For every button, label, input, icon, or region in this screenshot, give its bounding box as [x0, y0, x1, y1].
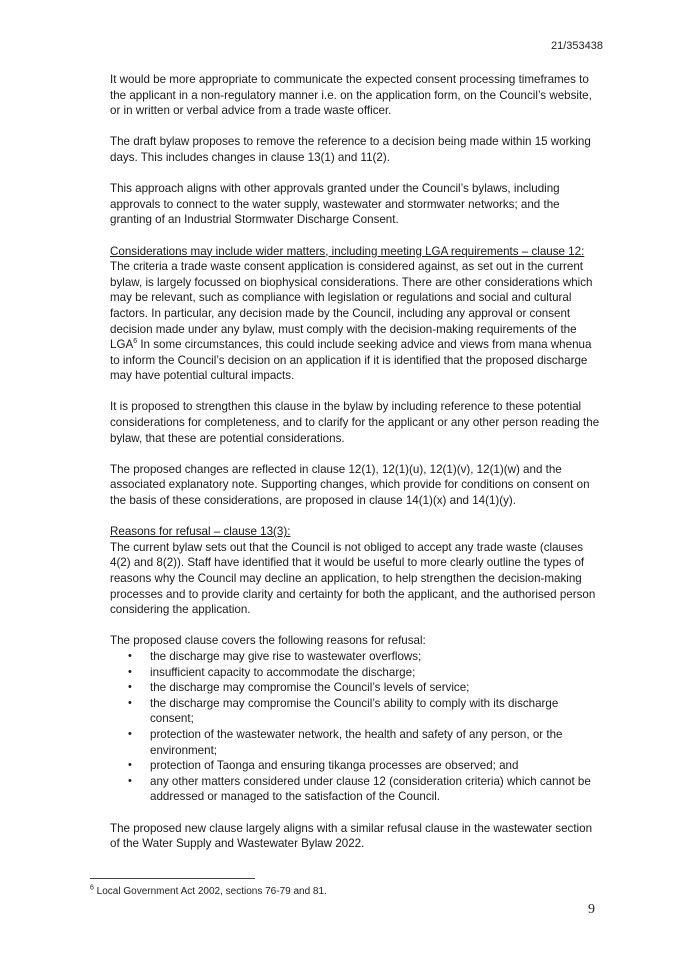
section-body: The criteria a trade waste consent application is considered against, as set out in the current bylaw, is largely focussed on biophysical considerations. There are other considerations which may be relevant, such as compliance with legislation or regulations and social and cultural factors. In particular, any decision made by the Council, including any approval or consent decision made under any bylaw, must comply with the decision-making requirements of the LGA: [110, 260, 593, 352]
paragraph: The proposed changes are reflected in clause 12(1), 12(1)(u), 12(1)(v), 12(1)(w) and the associated explanatory note. Supporting changes, which provide for conditions on consent on the basis of these considerations, are proposed in clause 14(1)(x) and 14(1)(y).: [110, 462, 590, 508]
bullet-icon: •: [128, 696, 132, 709]
list-item: • any other matters considered under clause 12 (consideration criteria) which cannot be addressed or managed to the satisfaction of the Council.: [128, 774, 591, 804]
footnote: [90, 886, 327, 897]
section-body: In some circumstances, this could include seeking advice and views from mana whenua to inform the Council’s decision on an application if it is identified that the proposed discharge may have potential cultural impacts.: [110, 338, 592, 383]
bullet-icon: •: [128, 774, 132, 787]
document-body: [110, 72, 600, 867]
list-item: • insufficient capacity to accommodate the discharge;: [128, 665, 416, 679]
list-item: • the discharge may give rise to wastewater overflows;: [128, 649, 422, 663]
paragraph: The proposed clause covers the following reasons for refusal:: [110, 634, 426, 648]
section-reasons-for-refusal: [110, 524, 600, 618]
paragraph: The proposed new clause largely aligns with a similar refusal clause in the wastewater section of the Water Supply and Wastewater Bylaw 2022.: [110, 821, 593, 851]
section-considerations: [110, 244, 600, 384]
bullet-icon: •: [128, 727, 132, 740]
footnote-text: Local Government Act 2002, sections 76-79 and 81.: [93, 886, 327, 897]
footnote-divider: [90, 878, 255, 879]
list-item: • the discharge may compromise the Council’s ability to comply with its discharge consent;: [128, 696, 559, 726]
list-item: • protection of Taonga and ensuring tikanga processes are observed; and: [128, 759, 519, 773]
list-item: • protection of the wastewater network, the health and safety of any person, or the environment;: [128, 727, 563, 757]
section-heading: Considerations may include wider matters, including meeting LGA requirements – clause 12:: [110, 244, 585, 258]
paragraph: This approach aligns with other approvals granted under the Council’s bylaws, including approvals to connect to the water supply, wastewater and stormwater networks; and the granting of an Industrial Stormwater Discharge Consent.: [110, 182, 560, 227]
footnote-marker: 6: [90, 884, 94, 892]
footnote-reference: 6: [133, 338, 138, 346]
list-item: • the discharge may compromise the Council’s levels of service;: [128, 681, 470, 695]
reasons-list: [110, 649, 600, 805]
paragraph: It would be more appropriate to communicate the expected consent processing timeframes to the applicant in a non-regulatory manner i.e. on the application form, on the Council’s website, or in written or verbal advice from a trade waste officer.: [110, 73, 592, 118]
bullet-icon: •: [128, 649, 132, 662]
paragraph: It is proposed to strengthen this clause in the bylaw by including reference to these potential considerations for completeness, and to clarify for the applicant or any other person reading the bylaw, that these are potential considerations.: [110, 400, 600, 445]
document-reference: 21/353438: [551, 40, 603, 52]
paragraph: The draft bylaw proposes to remove the reference to a decision being made within 15 working days. This includes changes in clause 13(1) and 11(2).: [110, 135, 591, 164]
bullet-icon: •: [128, 665, 132, 678]
page-number: 9: [588, 902, 595, 917]
bullet-icon: •: [128, 681, 132, 694]
section-heading: Reasons for refusal – clause 13(3):: [110, 525, 291, 539]
section-body: The current bylaw sets out that the Council is not obliged to accept any trade waste (clauses 4(2) and 8(2)). Staff have identified that it would be useful to more clearly outline the types of reasons why the Council may decline an application, to help strengthen the decision-making processes and to provide clarity and certainty for both the applicant, and the authorised person considering the application.: [110, 540, 596, 617]
bullet-icon: •: [128, 759, 132, 772]
